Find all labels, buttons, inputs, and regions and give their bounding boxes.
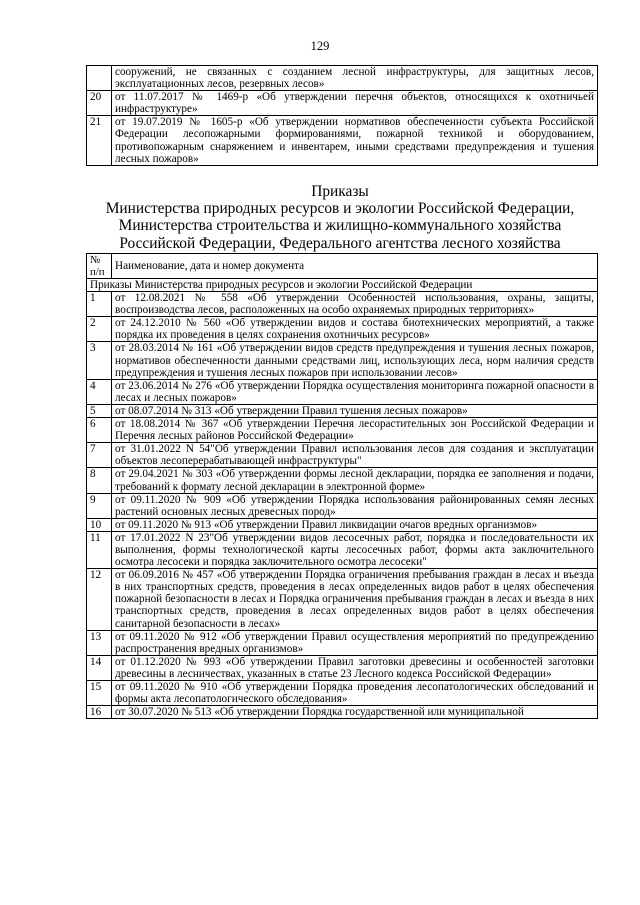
row-number: 20 — [87, 91, 112, 116]
row-number: 11 — [87, 531, 112, 568]
table-row — [87, 116, 598, 165]
table-row — [87, 317, 598, 342]
row-number: 16 — [87, 706, 112, 719]
orders-table-body — [87, 254, 598, 719]
row-number: 10 — [87, 518, 112, 531]
row-document-text: от 24.12.2010 № 560 «Об утверждении видов и состава биотехнических мероприятий, а также порядка их проведения в целях сохранения охотничьих ресурсов» — [112, 317, 598, 342]
table-row — [87, 292, 598, 317]
table-row — [87, 404, 598, 417]
row-number: 6 — [87, 418, 112, 443]
table-row — [87, 418, 598, 443]
header-title-cell: Наименование, дата и номер документа — [112, 254, 598, 279]
row-number: 2 — [87, 317, 112, 342]
row-number: 4 — [87, 379, 112, 404]
heading-line-2: Министерства природных ресурсов и экологии Российской Федерации, — [105, 200, 575, 218]
row-document-text: от 12.08.2021 № 558 «Об утверждении Особенностей использования, охраны, защиты, воспроизводства лесов, расположенных на особо охраняемых природных территориях» — [112, 292, 598, 317]
table-row — [87, 379, 598, 404]
orders-table — [86, 253, 598, 719]
table-row — [87, 518, 598, 531]
section-row — [87, 279, 598, 292]
row-document-text: от 08.07.2014 № 313 «Об утверждении Правил тушения лесных пожаров» — [112, 404, 598, 417]
row-document-text: от 23.06.2014 № 276 «Об утверждении Порядка осуществления мониторинга пожарной опасности в лесах и лесных пожаров» — [112, 379, 598, 404]
row-number: 14 — [87, 655, 112, 680]
table-header-row — [87, 254, 598, 279]
table-row — [87, 66, 598, 91]
row-document-text: от 09.11.2020 № 913 «Об утверждении Правил ликвидации очагов вредных организмов» — [112, 518, 598, 531]
row-number: 15 — [87, 681, 112, 706]
row-document-text: от 17.01.2022 N 23"Об утверждении видов лесосечных работ, порядка и последовательности их выполнения, формы технологической карты лесосечных работ, формы акта заключительного осмотра лесосеки и порядка заключительного осмотра лесосеки" — [112, 531, 598, 568]
heading-line-3: Министерства строительства и жилищно-коммунального хозяйства — [118, 217, 562, 235]
row-number: 1 — [87, 292, 112, 317]
top-table — [86, 65, 598, 166]
table-row — [87, 91, 598, 116]
row-document-text: от 31.01.2022 N 54"Об утверждении Правил использования лесов для создания и эксплуатации объектов лесоперерабатывающей инфраструктуры" — [112, 443, 598, 468]
table-row — [87, 706, 598, 719]
row-document-text: от 30.07.2020 № 513 «Об утверждении Порядка государственной или муниципальной — [112, 706, 598, 719]
row-document-text: от 28.03.2014 № 161 «Об утверждении видов средств предупреждения и тушения лесных пожаров, нормативов обеспеченности данными средствами лиц, использующих леса, норм наличия средств предупреждения и тушения лесных пожаров при использовании лесов» — [112, 342, 598, 379]
table-row — [87, 655, 598, 680]
heading-line-4: Российской Федерации, Федерального агентства лесного хозяйства — [119, 234, 561, 252]
row-number: 21 — [87, 116, 112, 165]
page-number: 129 — [310, 39, 330, 53]
table-row — [87, 681, 598, 706]
row-document-text: от 09.11.2020 № 910 «Об утверждении Порядка проведения лесопатологических обследований и формы акта лесопатологического обследования» — [112, 681, 598, 706]
row-document-text: от 18.08.2014 № 367 «Об утверждении Перечня лесорастительных зон Российской Федерации и Перечня лесных районов Российской Федерации» — [112, 418, 598, 443]
table-row — [87, 531, 598, 568]
row-document-text: сооружений, не связанных с созданием лесной инфраструктуры, для защитных лесов, эксплуатационных лесов, резервных лесов» — [112, 66, 598, 91]
table-row — [87, 468, 598, 493]
heading-line-1: Приказы — [311, 183, 369, 200]
table-row — [87, 630, 598, 655]
row-document-text: от 19.07.2019 № 1605-р «Об утверждении нормативов обеспеченности субъекта Российской Федерации лесопожарными формированиями, пожарной техникой и оборудованием, противопожарным снаряжением и инвентарем, иными средствами предупреждения и тушения лесных пожаров» — [112, 116, 598, 165]
top-table-body — [87, 66, 598, 166]
row-number: 13 — [87, 630, 112, 655]
header-number-cell: № п/п — [87, 254, 112, 279]
row-document-text: от 11.07.2017 № 1469-р «Об утверждении перечня объектов, относящихся к охотничьей инфраструктуре» — [112, 91, 598, 116]
row-number: 5 — [87, 404, 112, 417]
table-row — [87, 493, 598, 518]
row-document-text: от 01.12.2020 № 993 «Об утверждении Правил заготовки древесины и особенностей заготовки древесины в лесничествах, указанных в статье 23 Лесного кодекса Российской Федерации» — [112, 655, 598, 680]
row-number: 3 — [87, 342, 112, 379]
section-heading — [60, 183, 620, 252]
table-row — [87, 443, 598, 468]
row-document-text: от 06.09.2016 № 457 «Об утверждении Порядка ограничения пребывания граждан в лесах и въезда в них транспортных средств, проведения в лесах определенных видов работ в целях обеспечения пожарной безопасности в лесах и Порядка ограничения пребывания граждан в лесах и въезда в них транспортных средств, проведения в лесах определенных видов работ в целях обеспечения санитарной безопасности в лесах» — [112, 569, 598, 630]
row-number: 7 — [87, 443, 112, 468]
table-row — [87, 569, 598, 630]
row-document-text: от 09.11.2020 № 912 «Об утверждении Правил осуществления мероприятий по предупреждению распространения вредных организмов» — [112, 630, 598, 655]
row-document-text: от 29.04.2021 № 303 «Об утверждении формы лесной декларации, порядка ее заполнения и подачи, требований к формату лесной декларации в электронной форме» — [112, 468, 598, 493]
row-number: 9 — [87, 493, 112, 518]
row-number: 8 — [87, 468, 112, 493]
row-number: 12 — [87, 569, 112, 630]
row-number — [87, 66, 112, 91]
section-title-cell: Приказы Министерства природных ресурсов и экологии Российской Федерации — [87, 279, 598, 292]
table-row — [87, 342, 598, 379]
row-document-text: от 09.11.2020 № 909 «Об утверждении Порядка использования районированных семян лесных растений основных лесных древесных пород» — [112, 493, 598, 518]
